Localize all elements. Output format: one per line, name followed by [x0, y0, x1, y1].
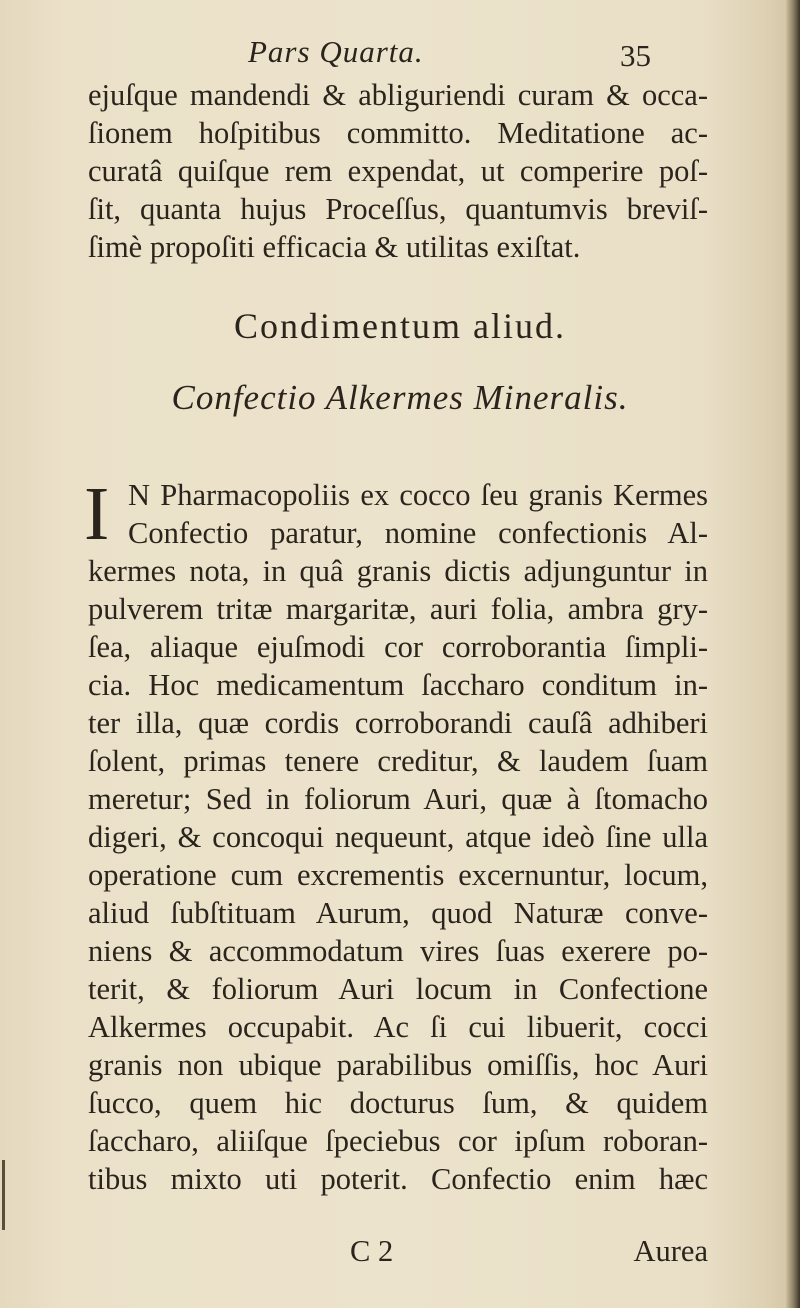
page-number: 35: [620, 38, 651, 73]
text-line: ſolent, primas tenere creditur, & laudem ſuam: [88, 744, 708, 778]
text-line: tibus mixto uti poterit. Confectio enim hæc: [88, 1162, 708, 1196]
text-line: Alkermes occupabit. Ac ſi cui libuerit, cocci: [88, 1010, 708, 1044]
text-line: N Pharmacopoliis ex cocco ſeu granis Kermes: [128, 478, 708, 512]
text-line: pulverem tritæ margaritæ, auri folia, ambra gry-: [88, 592, 708, 626]
text-line: curatâ quiſque rem expendat, ut comperire poſ-: [88, 154, 708, 188]
indented-lines: [88, 476, 708, 552]
text-line: niens & accommodatum vires ſuas exerere po-: [88, 934, 708, 968]
text-line: operatione cum excrementis excernuntur, locum,: [88, 858, 708, 892]
text-line: granis non ubique parabilibus omiſſis, hoc Auri: [88, 1048, 708, 1082]
text-line: meretur; Sed in foliorum Auri, quæ à ſtomacho: [88, 782, 708, 816]
section-heading: Condimentum aliud.: [234, 306, 566, 346]
text-line: ter illa, quæ cordis corroborandi cauſâ adhiberi: [88, 706, 708, 740]
text-line: ejuſque mandendi & abliguriendi curam & occa-: [88, 78, 708, 112]
subsection-heading: Confectio Alkermes Mineralis.: [171, 378, 629, 417]
text-line: Confectio paratur, nomine confectionis Al-: [128, 516, 708, 550]
binding-mark: [2, 1160, 5, 1230]
signature-mark: C 2: [350, 1234, 394, 1268]
page-footer: [88, 1232, 708, 1270]
text-line: aliud ſubſtituam Aurum, quod Naturæ conve-: [88, 896, 708, 930]
paragraph-1: [88, 76, 708, 266]
text-line: ſaccharo, aliiſque ſpeciebus cor ipſum roboran-: [88, 1124, 708, 1158]
catchword: Aurea: [633, 1234, 708, 1268]
text-line: kermes nota, in quâ granis dictis adjunguntur in: [88, 554, 708, 588]
text-line: ſucco, quem hic docturus ſum, & quidem: [88, 1086, 708, 1120]
text-line: ſimè propoſiti efficacia & utilitas exiſtat.: [88, 230, 581, 264]
text-line: ſionem hoſpitibus committo. Meditatione ac-: [88, 116, 708, 150]
page-edge-shadow: [786, 0, 800, 1308]
paragraph-2: [88, 476, 708, 1198]
text-line: cia. Hoc medicamentum ſaccharo conditum in-: [88, 668, 708, 702]
text-line: ſit, quanta hujus Proceſſus, quantumvis breviſ-: [88, 192, 708, 226]
drop-initial-letter: I: [84, 472, 110, 556]
text-line: terit, & foliorum Auri locum in Confectione: [88, 972, 708, 1006]
text-line: digeri, & concoqui nequeunt, atque ideò ſine ulla: [88, 820, 708, 854]
text-line: ſea, aliaque ejuſmodi cor corroborantia ſimpli-: [88, 630, 708, 664]
running-head-title: Pars Quarta.: [248, 34, 424, 69]
